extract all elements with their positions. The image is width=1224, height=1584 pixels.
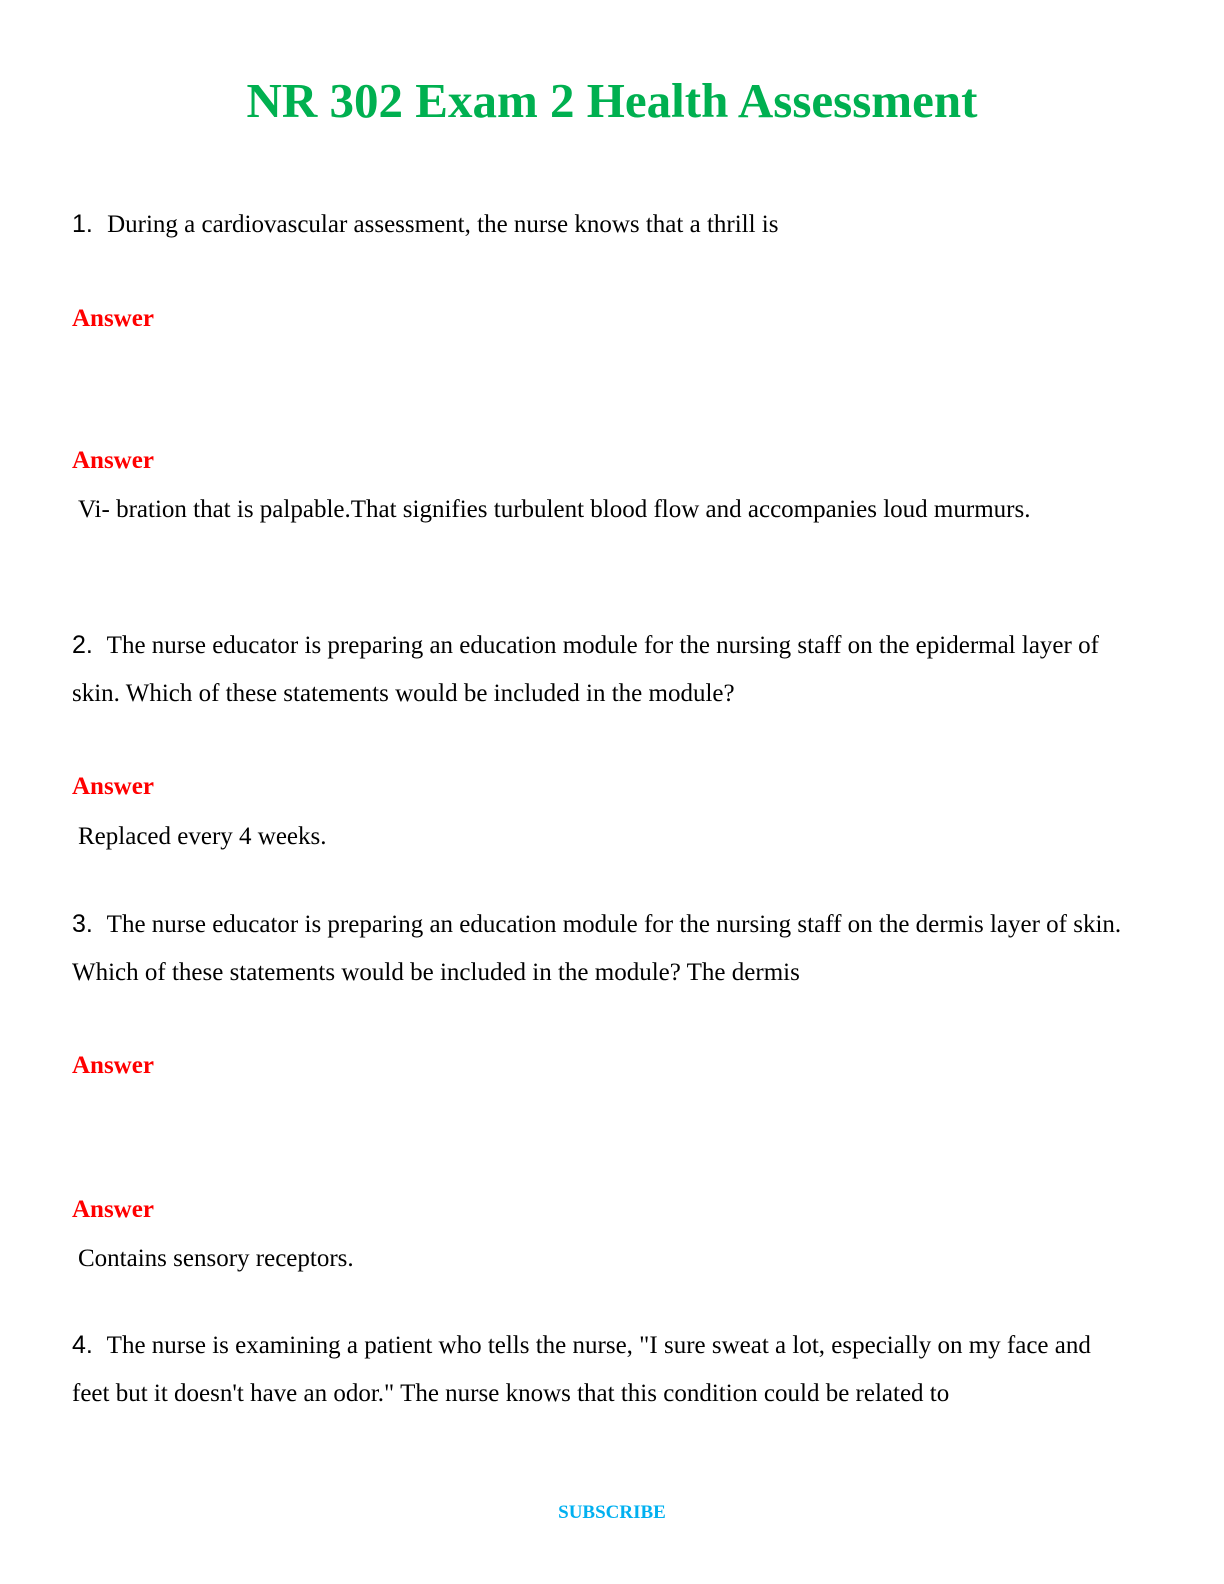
question-text: The nurse educator is preparing an education module for the nursing staff on the dermis layer of skin. Which of these statements would be included in the module? The dermis [72,911,1122,986]
question-text: The nurse educator is preparing an education module for the nursing staff on the epidermal layer of skin. Which of these statements would be included in the module? [72,632,1099,707]
subscribe-link[interactable]: SUBSCRIBE [558,1502,666,1523]
question-number: 2. [72,631,93,659]
answer-text-3: Contains sensory receptors. [78,1245,354,1272]
question-number: 4. [72,1331,93,1359]
answer-label: Answer [72,1052,154,1079]
question-text: The nurse is examining a patient who tells the nurse, "I sure sweat a lot, especially on my face and feet but it doesn't have an odor." The nurse knows that this condition could be related to [72,1332,1091,1407]
answer-label: Answer [72,1196,154,1223]
question-number: 1. [72,210,93,238]
question-text: During a cardiovascular assessment, the nurse knows that a thrill is [107,211,779,238]
question-3 [72,900,1132,997]
question-number: 3. [72,910,93,938]
answer-text-1: Vi- bration that is palpable.That signifies turbulent blood flow and accompanies loud murmurs. [78,496,1031,523]
answer-label: Answer [72,305,154,332]
answer-text-2: Replaced every 4 weeks. [78,823,327,850]
page-title: NR 302 Exam 2 Health Assessment [246,73,978,128]
question-4 [72,1321,1132,1418]
answer-label: Answer [72,447,154,474]
answer-label: Answer [72,773,154,800]
question-1 [72,200,1132,249]
question-2 [72,621,1132,718]
